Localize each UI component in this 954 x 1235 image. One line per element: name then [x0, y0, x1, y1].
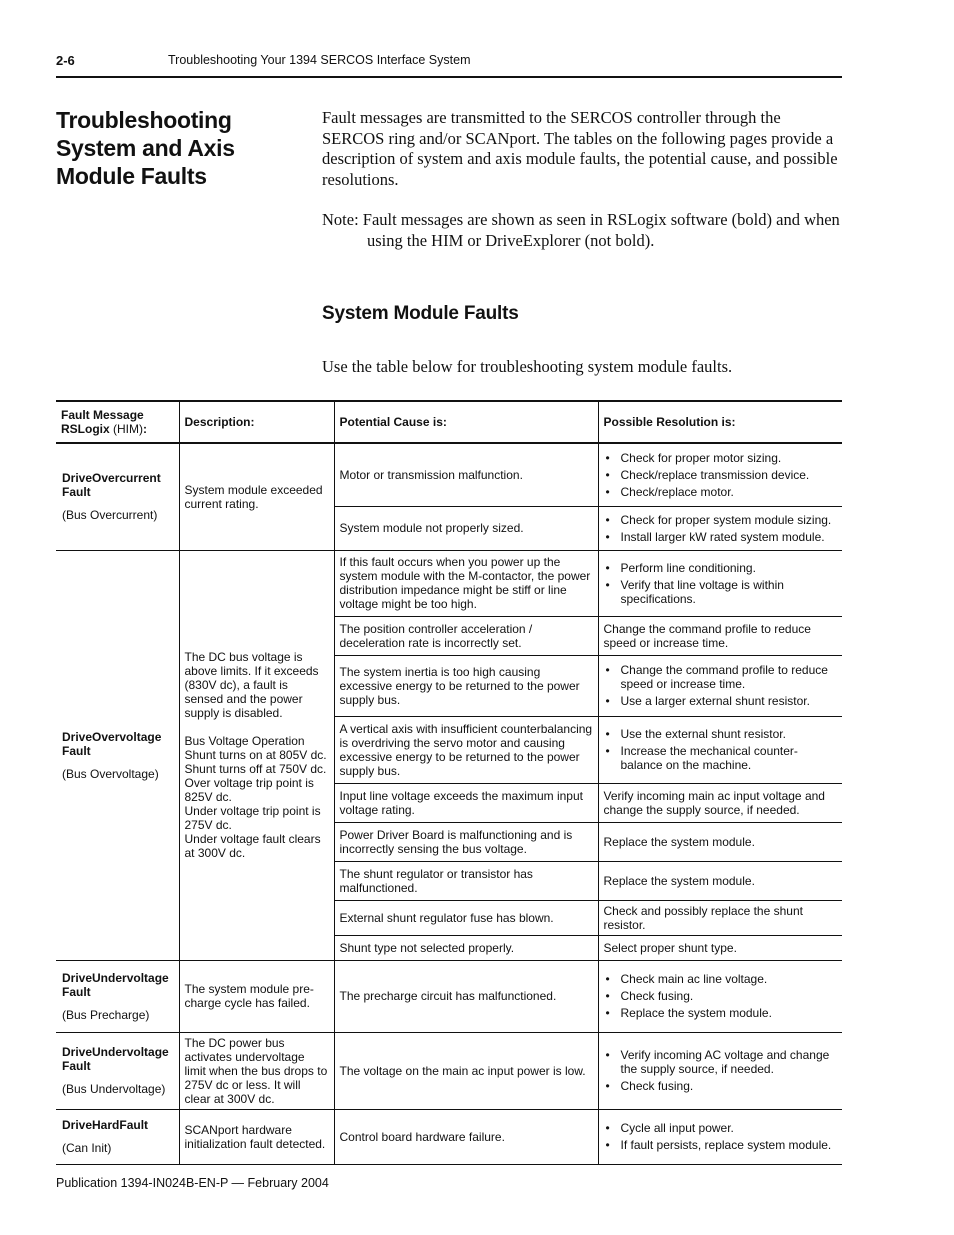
- possible-resolution-cell: [598, 550, 842, 616]
- resolution-item: • Verify incoming AC voltage and change the supply source, if needed.: [604, 1048, 838, 1076]
- description-text: Under voltage trip point is 275V dc.: [184, 804, 321, 832]
- potential-cause-cell: Input line voltage exceeds the maximum input voltage rating.: [334, 783, 598, 822]
- table-row: [56, 1109, 842, 1164]
- subsection-title: System Module Faults: [322, 303, 519, 324]
- description-text: Shunt turns off at 750V dc.: [184, 762, 327, 776]
- resolution-list: [604, 972, 838, 1020]
- table-row: [56, 443, 842, 506]
- potential-cause-cell: Motor or transmission malfunction.: [334, 443, 598, 506]
- description-cell: [179, 1032, 334, 1109]
- table-row: [56, 550, 842, 616]
- description-text: The system module pre-charge cycle has failed.: [184, 982, 314, 1010]
- resolution-list: [604, 663, 838, 708]
- section-title: Troubleshooting System and Axis Module Faults: [56, 107, 235, 189]
- potential-cause-cell: Control board hardware failure.: [334, 1109, 598, 1164]
- description-text: System module exceeded current rating.: [184, 482, 323, 511]
- fault-him-name: (Bus Overvoltage): [62, 766, 159, 781]
- resolution-item: • Increase the mechanical counter-balance on the machine.: [604, 744, 838, 772]
- resolution-list: [604, 1121, 838, 1152]
- possible-resolution-cell: [598, 1109, 842, 1164]
- description-text: [185, 720, 329, 734]
- fault-name: DriveUndervoltage Fault: [62, 970, 169, 999]
- possible-resolution-cell: [598, 716, 842, 783]
- description-text: SCANport hardware initialization fault detected.: [184, 1122, 326, 1151]
- possible-resolution-cell: [598, 443, 842, 506]
- resolution-list: [604, 451, 838, 499]
- fault-him-name: (Bus Overcurrent): [62, 508, 158, 523]
- possible-resolution-cell: Select proper shunt type.: [598, 935, 842, 960]
- potential-cause-cell: The system inertia is too high causing excessive energy to be returned to the power supply bus.: [334, 655, 598, 716]
- intro-paragraph: Fault messages are transmitted to the SERCOS controller through the SERCOS ring and/or SCANport. The tables on the following pages provide a description of system and axis module faults, the potential cause, and possible resolutions.: [322, 108, 838, 189]
- header-fault-him: (HIM): [109, 422, 143, 436]
- fault-him-name: (Bus Undervoltage): [62, 1082, 166, 1096]
- table-header-row: [56, 401, 842, 443]
- table-row: [56, 1032, 842, 1109]
- header-fault-line1: Fault Message: [61, 408, 144, 422]
- resolution-item: • Replace the system module.: [604, 1006, 838, 1020]
- fault-name: DriveUndervoltage Fault: [62, 1045, 169, 1073]
- possible-resolution-cell: Verify incoming main ac input voltage and change the supply source, if needed.: [598, 783, 842, 822]
- fault-message-cell: [56, 550, 179, 960]
- description-text: Under voltage fault clears at 300V dc.: [184, 832, 321, 860]
- resolution-item: • Change the command profile to reduce speed or increase time.: [604, 663, 838, 691]
- resolution-list: [604, 561, 838, 606]
- resolution-item: • Check fusing.: [604, 989, 838, 1003]
- resolution-item: • Check for proper system module sizing.: [604, 513, 838, 527]
- description-cell: [179, 960, 334, 1032]
- fault-him-name: (Bus Precharge): [62, 1007, 150, 1022]
- resolution-list: [604, 727, 838, 772]
- description-text: Bus Voltage Operation: [184, 734, 305, 748]
- fault-name: DriveOvercurrent Fault: [62, 471, 161, 500]
- header-potential-cause: Potential Cause is:: [334, 401, 598, 443]
- system-module-faults-table: [56, 400, 842, 1165]
- header-fault-message: [56, 401, 179, 443]
- fault-message-cell: [56, 1032, 179, 1109]
- description-cell: [179, 1109, 334, 1164]
- potential-cause-cell: External shunt regulator fuse has blown.: [334, 900, 598, 935]
- fault-message-cell: [56, 1109, 179, 1164]
- description-text: The DC bus voltage is above limits. If it exceeds (830V dc), a fault is sensed and the power supply is disabled.: [184, 650, 319, 720]
- possible-resolution-cell: [598, 506, 842, 550]
- resolution-item: • Use a larger external shunt resistor.: [604, 694, 838, 708]
- resolution-item: • Check fusing.: [604, 1079, 838, 1093]
- resolution-item: • If fault persists, replace system module.: [604, 1138, 838, 1152]
- description-cell: [179, 443, 334, 550]
- description-text: Shunt turns on at 805V dc.: [184, 748, 327, 762]
- table-intro-text: Use the table below for troubleshooting system module faults.: [322, 357, 733, 376]
- header-fault-colon: :: [143, 422, 147, 436]
- resolution-item: • Check/replace motor.: [604, 485, 838, 499]
- potential-cause-cell: Shunt type not selected properly.: [334, 935, 598, 960]
- potential-cause-cell: The precharge circuit has malfunctioned.: [334, 960, 598, 1032]
- description-cell: [179, 550, 334, 960]
- resolution-list: [604, 513, 838, 544]
- resolution-item: • Cycle all input power.: [604, 1121, 838, 1135]
- possible-resolution-cell: [598, 1032, 842, 1109]
- page-number: 2-6: [56, 53, 75, 68]
- resolution-list: [604, 1048, 838, 1093]
- description-text: The DC power bus activates undervoltage limit when the bus drops to 275V dc or less. It will clear at 300V dc.: [184, 1035, 328, 1106]
- resolution-item: • Check main ac line voltage.: [604, 972, 838, 986]
- potential-cause-cell: Power Driver Board is malfunctioning and is incorrectly sensing the bus voltage.: [334, 822, 598, 861]
- possible-resolution-cell: Check and possibly replace the shunt resistor.: [598, 900, 842, 935]
- resolution-item: • Install larger kW rated system module.: [604, 530, 838, 544]
- running-title: Troubleshooting Your 1394 SERCOS Interface System: [168, 53, 471, 67]
- fault-name: DriveHardFault: [62, 1118, 149, 1132]
- fault-message-cell: [56, 443, 179, 550]
- possible-resolution-cell: Change the command profile to reduce speed or increase time.: [598, 616, 842, 655]
- potential-cause-cell: System module not properly sized.: [334, 506, 598, 550]
- note-paragraph: Note: Fault messages are shown as seen in RSLogix software (bold) and when using the HIM or DriveExplorer (not bold).: [322, 210, 840, 250]
- header-possible-resolution: Possible Resolution is:: [598, 401, 842, 443]
- description-text: Over voltage trip point is 825V dc.: [184, 776, 314, 804]
- resolution-item: • Check/replace transmission device.: [604, 468, 838, 482]
- potential-cause-cell: The voltage on the main ac input power is low.: [334, 1032, 598, 1109]
- fault-him-name: (Can Init): [62, 1141, 112, 1155]
- header-fault-rslogix: RSLogix: [61, 422, 110, 436]
- table-body: [56, 443, 842, 1164]
- fault-name: DriveOvervoltage Fault: [62, 729, 162, 758]
- resolution-item: • Perform line conditioning.: [604, 561, 838, 575]
- potential-cause-cell: The shunt regulator or transistor has malfunctioned.: [334, 861, 598, 900]
- fault-message-cell: [56, 960, 179, 1032]
- possible-resolution-cell: Replace the system module.: [598, 822, 842, 861]
- header-rule: [56, 76, 842, 78]
- potential-cause-cell: If this fault occurs when you power up the system module with the M-contactor, the power distribution impedance might be stiff or line voltage might be too high.: [334, 550, 598, 616]
- publication-footer: Publication 1394-IN024B-EN-P — February 2004: [56, 1176, 329, 1190]
- possible-resolution-cell: [598, 960, 842, 1032]
- possible-resolution-cell: Replace the system module.: [598, 861, 842, 900]
- potential-cause-cell: A vertical axis with insufficient counterbalancing is overdriving the servo motor and causing excessive energy to be returned to the power supply bus.: [334, 716, 598, 783]
- resolution-item: • Use the external shunt resistor.: [604, 727, 838, 741]
- possible-resolution-cell: [598, 655, 842, 716]
- potential-cause-cell: The position controller acceleration / deceleration rate is incorrectly set.: [334, 616, 598, 655]
- header-description: Description:: [179, 401, 334, 443]
- resolution-item: • Verify that line voltage is within specifications.: [604, 578, 838, 606]
- resolution-item: • Check for proper motor sizing.: [604, 451, 838, 465]
- table-row: [56, 960, 842, 1032]
